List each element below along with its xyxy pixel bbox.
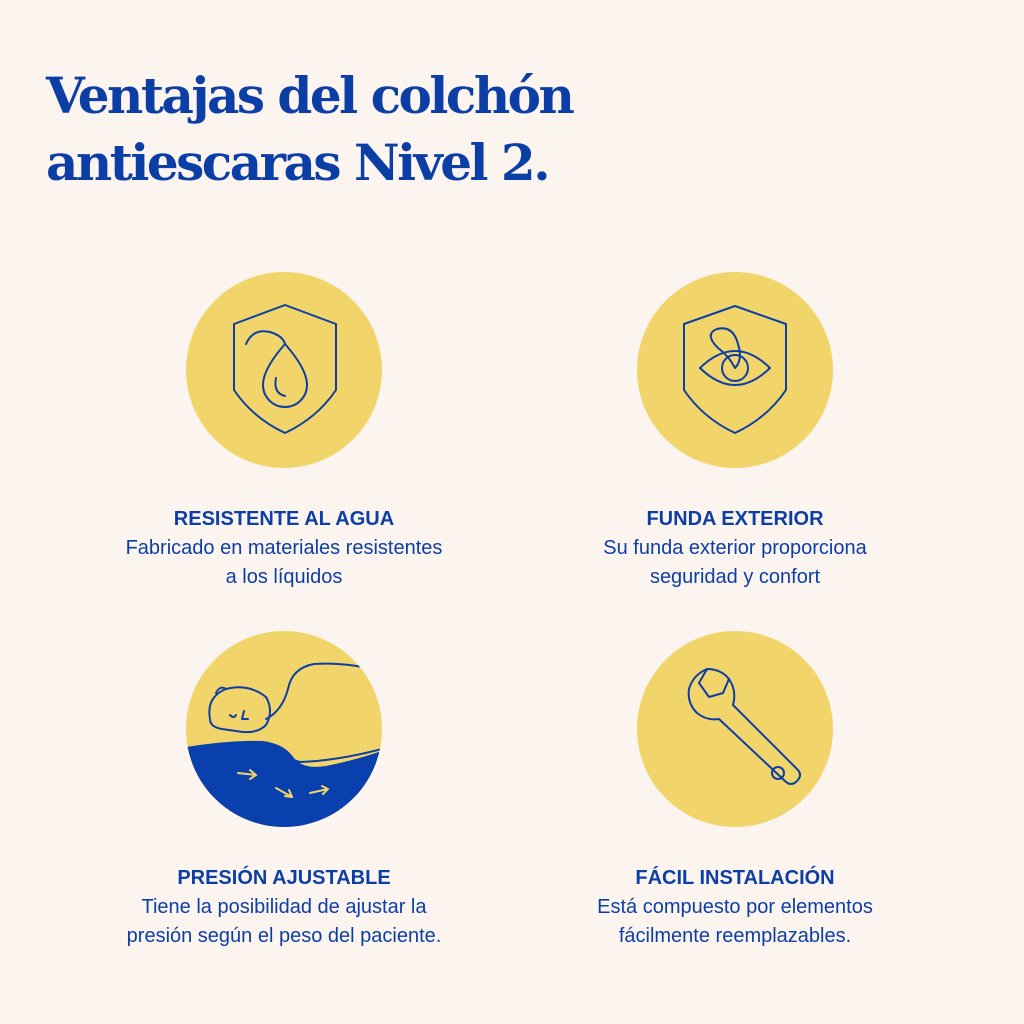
feature-outer-cover [515, 272, 955, 592]
feature-icon-circle [186, 272, 382, 468]
feature-description-line-2: fácilmente reemplazables. [618, 925, 852, 947]
feature-description [515, 893, 955, 951]
feature-title: FUNDA EXTERIOR [646, 508, 824, 530]
page-title [46, 62, 646, 196]
page-title-line-1: Ventajas del colchón [46, 66, 573, 125]
feature-description-line-2: presión según el peso del paciente. [126, 925, 442, 947]
feature-title: RESISTENTE AL AGUA [173, 508, 395, 530]
feature-description-line-1: Está compuesto por elementos [597, 896, 873, 918]
feature-water-resistant [64, 272, 504, 592]
feature-icon-circle [637, 631, 833, 827]
feature-easy-installation [515, 631, 955, 951]
shield-drop-icon [186, 272, 382, 468]
feature-icon-circle [637, 272, 833, 468]
page-title-line-2: antiescaras Nivel 2. [46, 133, 549, 192]
feature-description-line-1: Tiene la posibilidad de ajustar la [141, 896, 427, 918]
feature-description-line-1: Su funda exterior proporciona [603, 537, 867, 559]
shield-eye-icon [637, 272, 833, 468]
feature-icon-circle [186, 631, 382, 827]
person-mattress-icon [186, 631, 382, 827]
feature-description [64, 893, 504, 951]
feature-title: PRESIÓN AJUSTABLE [177, 867, 391, 889]
feature-description [64, 534, 504, 592]
feature-adjustable-pressure [64, 631, 504, 951]
feature-description-line-2: seguridad y confort [649, 566, 821, 588]
feature-description [515, 534, 955, 592]
feature-title: FÁCIL INSTALACIÓN [635, 867, 835, 889]
wrench-icon [637, 631, 833, 827]
feature-description-line-2: a los líquidos [225, 566, 343, 588]
feature-description-line-1: Fabricado en materiales resistentes [125, 537, 443, 559]
